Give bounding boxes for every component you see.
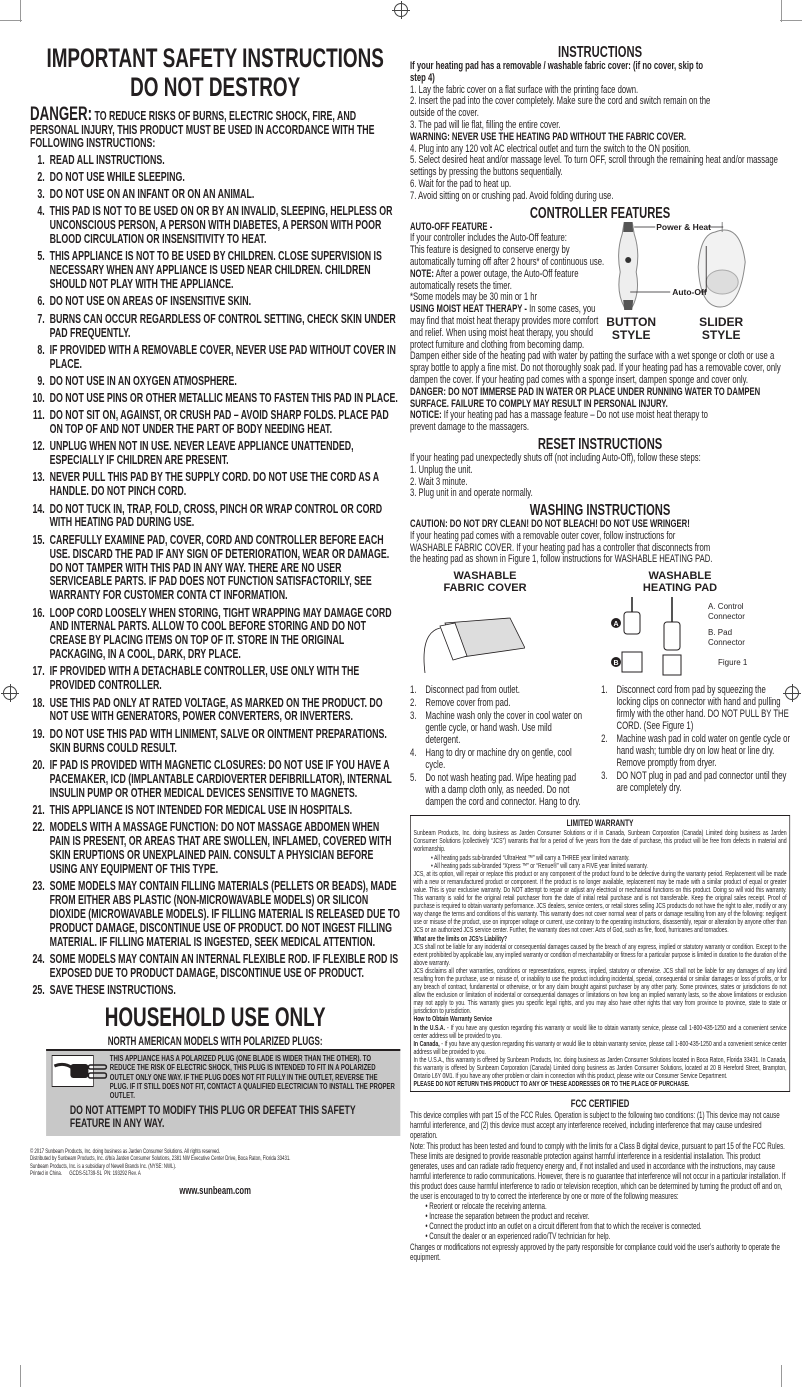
fig-a-label: A. Control Connector: [708, 602, 745, 621]
item-text: DO NOT SIT ON, AGAINST, OR CRUSH PAD – AVOID SHARP FOLDS. PLACE PAD ON TOP OF AND NOT UNDER THE PART OF BODY NEEDING HEAT.: [49, 408, 389, 437]
polarized-plug-icon: [52, 1055, 94, 1087]
registration-mark-icon: [3, 686, 17, 700]
notice-label: NOTICE:: [410, 409, 442, 422]
wash-step: [410, 697, 588, 709]
warranty-bullet: • All heating pads sub-branded “Xpress ™” or “Renue®” will carry a FIVE year limited warranty.: [431, 860, 648, 870]
step: 6. Wait for the pad to heat up.: [410, 177, 512, 190]
safety-item: [30, 344, 400, 372]
item-number: 24.: [32, 951, 45, 966]
warranty-paragraph: JCS, at its option, will repair or replace this product or any component of the product found to be defective during the warranty period. Replacement will be made with a new or remanufactured product or component. If the product is no longer available, replacement may be made with a similar product of equal or greater value. This is your exclusive warranty. Do NOT attempt to repair or adjust any electrical or mechanical functions on this product. Doing so will void this warranty. This warranty is valid for the original retail purchaser from the date of initial retail purchase and is not transferable. Keep the original sales receipt. Proof of purchase is required to obtain warranty performance. JCS dealers, service centers, or retail stores selling JCS products do not have the right to alter, modify or any way change the terms and conditions of this warranty. This warranty does not cover normal wear of parts or damage resulting from any of the following: negligent use or misuse of the product, use on improper voltage or current, use contrary to the operating instructions, disassembly, repair or alteration by anyone other than JCS or an authorized JCS service center. Further, the warranty does not cover: Acts of God, such as fire, flood, hurricanes and tornadoes.: [413, 868, 787, 935]
wash-step: [410, 747, 588, 771]
legal-line: Printed in China. GCDS-51739-SL PN: 193292 Rev. A: [30, 1170, 141, 1177]
instructions-section: [410, 44, 790, 203]
washing-intro: If your heating pad comes with a removable outer cover, follow instructions for WASHABLE FABRIC COVER. If your heating pad has a controller that disconnects from the heating pad as shown in Figure 1, follow instructions for WASHABLE HEATING PAD.: [410, 529, 713, 566]
step-text: Remove cover from pad.: [425, 697, 511, 710]
crop-mark: [781, 0, 782, 22]
item-text: SOME MODELS MAY CONTAIN FILLING MATERIALS (PELLETS OR BEADS), MADE FROM EITHER ABS PLASTIC (NON-MICROWAVABLE MODELS) OR SILICON DIOXIDE (MICROWAVABLE MODELS). IF FILLING MATERIAL IS RELEASED DUE TO PRODUCT DAMAGE, DISCONTINUE USE OF PRODUCT. DO NOT INGEST FILLING MATERIAL. IF FILLING MATERIAL IS INGESTED, SEEK MEDICAL ATTENTION.: [49, 878, 400, 949]
safety-item: [30, 984, 400, 998]
item-text: DO NOT USE ON AREAS OF INSENSITIVE SKIN.: [49, 294, 252, 309]
item-text: NEVER PULL THIS PAD BY THE SUPPLY CORD. DO NOT USE THE CORD AS A HANDLE. DO NOT PINCH CORD.: [49, 470, 379, 499]
safety-item: [30, 205, 400, 247]
step-text: Machine wash only the cover in cool water on gentle cycle, or hand wash. Use mild detergent.: [425, 710, 583, 747]
step-text: Do not wash heating pad. Wipe heating pad with a damp cloth only, as needed. Do not dampen the cord and connector. Hang to dry.: [425, 772, 581, 809]
step-text: Disconnect cord from pad by squeezing the locking clips on connector with hand and pulling firmly with the other hand. DO NOT PULL BY THE CORD. (See Figure 1): [616, 684, 789, 733]
crop-mark: [20, 0, 21, 22]
step-number: 5.: [410, 772, 417, 785]
crop-mark: [781, 1365, 782, 1387]
item-number: 9.: [37, 373, 45, 388]
legal-footer: [30, 1148, 400, 1178]
warning-label: WARNING:: [410, 130, 450, 143]
wash-steps-row: [410, 684, 790, 809]
item-number: 17.: [32, 664, 45, 679]
step: 3. The pad will lie flat, filling the entire cover.: [410, 118, 561, 131]
plug-warning: DO NOT ATTEMPT TO MODIFY THIS PLUG OR DEFEAT THIS SAFETY FEATURE IN ANY WAY.: [69, 1102, 356, 1131]
item-number: 1.: [37, 152, 45, 167]
safety-item: [30, 171, 400, 185]
caution-label: CAUTION:: [410, 518, 448, 531]
safety-item: [30, 250, 400, 292]
usa-text: - If you have any question regarding this warranty or would like to obtain warranty service, please call 1-800-435-1250 and a convenient service center address will be provided to you.: [413, 1022, 787, 1040]
instructions-subtitle: If your heating pad has a removable / washable fabric cover: (if no cover, skip to step 4): [410, 60, 704, 84]
limited-warranty-box: [410, 815, 790, 1092]
safety-item: [30, 295, 400, 309]
item-number: 14.: [32, 501, 45, 516]
fcc-bullet: • Increase the separation between the product and receiver.: [425, 1211, 590, 1222]
item-number: 22.: [32, 819, 45, 834]
item-number: 19.: [32, 726, 45, 741]
pad-wash-steps: [601, 684, 790, 809]
item-text: IF PAD IS PROVIDED WITH MAGNETIC CLOSURES: DO NOT USE IF YOU HAVE A PACEMAKER, ICD (IMPLANTABLE CARDIOVERTER DEFIBRILLATOR), INTERNAL INSULIN PUMP OR OTHER MEDICAL DEVICES SENSITIVE TO MAGNETS.: [49, 757, 392, 800]
safety-item: [30, 697, 400, 725]
item-number: 11.: [32, 408, 45, 423]
safety-item: [30, 804, 400, 818]
item-text: THIS PAD IS NOT TO BE USED ON OR BY AN INVALID, SLEEPING, HELPLESS OR UNCONSCIOUS PERSON, A PERSON WITH DIABETES, A PERSON WITH POOR BLOOD CIRCULATION OR INSENSITIVITY TO HEAT.: [49, 204, 393, 247]
item-number: 23.: [32, 878, 45, 893]
title-line: IMPORTANT SAFETY INSTRUCTIONS: [46, 43, 384, 73]
wash-step: [410, 772, 588, 808]
step: 2. Insert the pad into the cover completely. Make sure the cord and switch remain on the outside of the cover.: [410, 95, 711, 120]
safety-item: [30, 392, 400, 406]
safety-item: [30, 728, 400, 756]
wash-step: [601, 684, 790, 732]
warranty-paragraph: JCS disclaims all other warranties, conditions or representations, express, implied, statutory or otherwise. JCS shall not be liable for any damages of any kind resulting from the purchase, use or misuse of, or inability to use the product including incidental, special, consequential or similar damages or loss of profits, or for any breach of contract, fundamental or otherwise, or for any claim brought against purchaser by any other party. Some provinces, states or jurisdictions do not allow the exclusion or limitation of incidental or consequential damages or limitations on how long an implied warranty lasts, so the above limitations or exclusion may not apply to you. This warranty gives you specific legal rights, and you may also have other rights that vary from province to province, state to state or jurisdiction to jurisdiction.: [413, 965, 787, 1016]
safety-item: [30, 313, 400, 341]
item-text: SOME MODELS MAY CONTAIN AN INTERNAL FLEXIBLE ROD. IF FLEXIBLE ROD IS EXPOSED DUE TO PRODUCT DAMAGE, DISCONTINUE USE OF PRODUCT.: [49, 951, 399, 980]
step-number: 3.: [410, 710, 417, 723]
safety-item: [30, 534, 400, 604]
item-text: MODELS WITH A MASSAGE FUNCTION: DO NOT MASSAGE ABDOMEN WHEN PAIN IS PRESENT, OR AREAS THAT ARE SWOLLEN, INFLAMED, COVERED WITH SKIN ERUPTIONS OR UNEXPLAINED PAIN. CONSULT A PHYSICIAN BEFORE USING ANY EQUIPMENT OF THIS TYPE.: [49, 819, 392, 876]
fcc-bullet: • Consult the dealer or an experienced radio/TV technician for help.: [425, 1231, 611, 1242]
warranty-paragraph: In the U.S.A., this warranty is offered by Sunbeam Products, Inc. doing business as Jarden Consumer Solutions located in Boca Raton, Florida 33431. In Canada, this warranty is offered by Sunbeam Corporation (Canada) Limited doing business as Jarden Consumer Solutions, located at 20 B Hereford Street, Brampton, Ontario L6Y 0M1. If you have any other problem or claim in connection with this product, please write our Consumer Service Department.: [413, 1054, 787, 1081]
autooff-text: This feature is designed to conserve energy by automatically turning off after 2 hours* of continuous use.: [410, 244, 605, 268]
moist-text: In some cases, you may find that moist heat therapy provides more comfort and relief. When using moist heat therapy, you should protect furniture and clothing from becoming damp. Dampen either side of the heating pad with water by patting the surface with a wet sponge or cloth or use a spray bottle to apply a fine mist. Do not thoroughly soak pad. If your heating pad has a removable cover, only dampen the cover. If your heating pad comes with a sponge insert, dampen sponge and cover only.: [410, 303, 781, 386]
item-text: THIS APPLIANCE IS NOT INTENDED FOR MEDICAL USE IN HOSPITALS.: [49, 802, 353, 817]
canada-label: In Canada,: [413, 1038, 440, 1048]
item-text: LOOP CORD LOOSELY WHEN STORING, TIGHT WRAPPING MAY DAMAGE CORD AND INTERNAL PARTS. ALLOW TO COOL BEFORE STORING AND DO NOT CREASE BY PLACING ITEMS ON TOP OF IT. STORE IN THE ORIGINAL PACKAGING, IN A COOL, DARK, DRY PLACE.: [49, 605, 392, 662]
controller-section: [410, 205, 790, 434]
plug-heading: NORTH AMERICAN MODELS WITH POLARIZED PLUGS:: [107, 1035, 323, 1048]
step: 4. Plug into any 120 volt AC electrical outlet and turn the switch to the ON position.: [410, 142, 691, 155]
item-number: 5.: [37, 249, 45, 264]
item-text: READ ALL INSTRUCTIONS.: [49, 152, 165, 167]
crop-mark: [0, 20, 22, 21]
item-number: 3.: [37, 187, 45, 202]
item-number: 2.: [37, 169, 45, 184]
item-text: DO NOT USE THIS PAD WITH LINIMENT, SALVE OR OINTMENT PREPARATIONS. SKIN BURNS COULD RESULT.: [49, 726, 387, 755]
website-link[interactable]: www.sunbeam.com: [179, 1185, 251, 1198]
item-text: DO NOT USE PINS OR OTHER METALLIC MEANS TO FASTEN THIS PAD IN PLACE.: [49, 391, 398, 406]
fcc-paragraph: Changes or modifications not expressly approved by the party responsible for compliance could void the user’s authority to operate the equipment.: [410, 1241, 780, 1262]
item-number: 20.: [32, 757, 45, 772]
item-text: DO NOT USE WHILE SLEEPING.: [49, 169, 185, 184]
danger-text: TO REDUCE RISKS OF BURNS, ELECTRIC SHOCK, FIRE, AND PERSONAL INJURY, THIS PRODUCT MUST BE USED IN ACCORDANCE WITH THE FOLLOWING INSTRUCTIONS:: [30, 109, 375, 151]
step-number: 1.: [601, 684, 608, 697]
fcc-bullet: • Reorient or relocate the receiving antenna.: [425, 1201, 547, 1212]
fig-b-label: B. Pad Connector: [708, 628, 745, 647]
item-text: DO NOT TUCK IN, TRAP, FOLD, CROSS, PINCH OR WRAP CONTROL OR CORD WITH HEATING PAD DURING USE.: [49, 501, 383, 530]
canada-text: - If you have any question regarding this warranty or would like to obtain warranty service, please call 1-800-435-1250 and a convenient service center address will be provided to you.: [413, 1038, 787, 1056]
moist-label: USING MOIST HEAT THERAPY -: [410, 303, 527, 316]
fig-pad-title: WASHABLE HEATING PAD: [642, 570, 718, 595]
footnote: *Some models may be 30 min or 1 hr: [410, 291, 538, 304]
item-text: DO NOT USE IN AN OXYGEN ATMOSPHERE.: [49, 373, 237, 388]
slider-style-label: SLIDER STYLE: [699, 314, 744, 342]
left-column: [30, 44, 400, 1197]
step: 5. Select desired heat and/or massage level. To turn OFF, scroll through the remaining heat and/or massage settings by pressing the buttons sequentially.: [410, 154, 778, 179]
step-text: DO NOT plug in pad and pad connector until they are completely dry.: [616, 770, 787, 795]
safety-item: [30, 607, 400, 663]
safety-item: [30, 440, 400, 468]
legal-line: Distributed by Sunbeam Products, Inc. d/b/a Jarden Consumer Solutions, 2381 NW Executive Center Drive, Boca Raton, Florida 33431.: [30, 1155, 291, 1163]
item-number: 18.: [32, 695, 45, 710]
washing-section: [410, 502, 790, 566]
safety-item: [30, 821, 400, 877]
legal-line: Sunbeam Products, Inc. is a subsidiary of Newell Brands Inc. (NYSE: NWL).: [30, 1162, 177, 1170]
fcc-paragraph: This device complies with part 15 of the FCC Rules. Operation is subject to the following two conditions: (1) This device may not cause harmful interference, and (2) this device must accept any interference received, including interference that may cause undesired operation.: [410, 1110, 780, 1141]
fcc-bullet: • Connect the product into an outlet on a circuit different from that to which the receiver is connected.: [425, 1221, 702, 1232]
reset-step: 3. Plug unit in and operate normally.: [410, 487, 533, 500]
step-number: 2.: [601, 733, 608, 746]
step-text: Disconnect pad from outlet.: [425, 684, 520, 697]
button-style-label: BUTTON STYLE: [606, 314, 657, 342]
item-number: 16.: [32, 605, 45, 620]
fabric-cover-icon: [415, 598, 525, 673]
right-column: [410, 44, 790, 1262]
step: 1. Lay the fabric cover on a flat surface with the printing face down.: [410, 83, 639, 96]
item-number: 25.: [32, 982, 45, 997]
connector-icon: [610, 597, 700, 679]
warranty-heading: How to Obtain Warranty Service: [413, 1014, 493, 1024]
item-text: THIS APPLIANCE IS NOT TO BE USED BY CHILDREN. CLOSE SUPERVISION IS NECESSARY WHEN ANY APPLIANCE IS USED NEAR CHILDREN. CHILDREN SHOULD NOT PLAY WITH THE APPLIANCE.: [49, 249, 382, 292]
plug-box: [46, 1049, 400, 1136]
controller-title: CONTROLLER FEATURES: [529, 204, 671, 222]
autooff-label: AUTO-OFF FEATURE -: [410, 220, 493, 233]
title-line: DO NOT DESTROY: [130, 72, 301, 102]
reset-step: 2. Wait 3 minute.: [410, 475, 468, 488]
item-number: 12.: [32, 439, 45, 454]
warranty-bullet: • All heating pads sub-branded “UltraHeat ™” will carry a THREE year limited warranty.: [431, 852, 630, 862]
item-number: 7.: [37, 311, 45, 326]
washing-figures: [410, 570, 790, 682]
item-number: 10.: [32, 391, 45, 406]
item-number: 13.: [32, 470, 45, 485]
item-text: IF PROVIDED WITH A REMOVABLE COVER, NEVER USE PAD WITHOUT COVER IN PLACE.: [49, 342, 396, 371]
notice-text: If your heating pad has a massage feature – Do not use moist heat therapy to prevent damage to the massagers.: [410, 409, 708, 434]
item-text: UNPLUG WHEN NOT IN USE. NEVER LEAVE APPLIANCE UNATTENDED, ESPECIALLY IF CHILDREN ARE PRESENT.: [49, 439, 354, 468]
reset-section: [410, 436, 790, 500]
fcc-paragraph: Note: This product has been tested and found to comply with the limits for a Class B digital device, pursuant to part 15 of the FCC Rules. These limits are designed to provide reasonable protection against harmful interference in a residential installation. This product generates, uses and can radiate radio frequency energy and, if not installed and used in accordance with the instructions, may cause harmful interference to radio communications. However, there is no guarantee that interference will not occur in a particular installation. If this product does cause harmful interference to radio or television reception, which can be determined by turning the product off and on, the user is encouraged to try to correct the interference by one or more of the following measures:: [410, 1140, 786, 1202]
warning-text: NEVER USE THE HEATING PAD WITHOUT THE FABRIC COVER.: [449, 130, 687, 143]
fcc-title: FCC CERTIFIED: [570, 1098, 630, 1111]
safety-item: [30, 953, 400, 981]
item-text: USE THIS PAD ONLY AT RATED VOLTAGE, AS MARKED ON THE PRODUCT. DO NOT USE WITH GENERATORS, POWER CONVERTERS, OR INVERTERS.: [49, 695, 383, 724]
marker-b: B: [613, 660, 619, 668]
wash-step: [601, 770, 790, 794]
step-text: Machine wash pad in cold water on gentle cycle or hand wash; tumble dry on low heat or line dry. Remove promptly from dryer.: [616, 733, 791, 770]
step-number: 1.: [410, 684, 417, 697]
warranty-title: LIMITED WARRANTY: [566, 818, 634, 830]
step-number: 2.: [410, 697, 417, 710]
household-use-only: HOUSEHOLD USE ONLY: [104, 1001, 326, 1032]
item-number: 15.: [32, 532, 45, 547]
danger-statement: [30, 104, 400, 151]
item-number: 21.: [32, 802, 45, 817]
reset-step: 1. Unplug the unit.: [410, 463, 473, 476]
danger-label: DANGER:: [30, 104, 93, 125]
item-text: DO NOT USE ON AN INFANT OR ON AN ANIMAL.: [49, 187, 255, 202]
reset-title: RESET INSTRUCTIONS: [537, 435, 663, 453]
plug-text: THIS APPLIANCE HAS A POLARIZED PLUG (ONE BLADE IS WIDER THAN THE OTHER). TO REDUCE THE RISK OF ELECTRIC SHOCK, THIS PLUG IS INTENDED TO FIT IN A POLARIZED OUTLET ONLY ONE WAY. IF THE PLUG DOES NOT FIT FULLY IN THE OUTLET, REVERSE THE PLUG. IF IT STILL DOES NOT FIT, CONTACT A QUALIFIED ELECTRICIAN TO INSTALL THE PROPER OUTLET.: [109, 1052, 395, 1101]
safety-item: [30, 503, 400, 531]
warranty-paragraph: JCS shall not be liable for any incidental or consequential damages caused by the breach of any express, implied or statutory warranty or condition. Except to the extent prohibited by applicable law, any implied warranty or condition of merchantability or fitness for a particular purpose is limited in duration to the duration of the above warranty.: [413, 941, 787, 967]
instructions-title: INSTRUCTIONS: [558, 44, 643, 61]
caution-text: DO NOT DRY CLEAN! DO NOT BLEACH! DO NOT USE WRINGER!: [447, 518, 690, 531]
safety-item: [30, 665, 400, 693]
step-number: 3.: [601, 770, 608, 783]
note-label: NOTE:: [410, 267, 434, 280]
crop-mark: [780, 20, 802, 21]
step: 7. Avoid sitting on or crushing pad. Avoid folding during use.: [410, 189, 614, 202]
wash-step: [410, 710, 588, 746]
callout-power-heat: Power & Heat: [656, 221, 711, 232]
safety-item: [30, 471, 400, 499]
registration-mark-icon: [394, 3, 408, 17]
callout-auto-off: Auto-Off: [672, 286, 707, 297]
wash-step: [410, 684, 588, 696]
item-text: BURNS CAN OCCUR REGARDLESS OF CONTROL SETTING, CHECK SKIN UNDER PAD FREQUENTLY.: [49, 311, 396, 340]
fig-cover-title: WASHABLE FABRIC COVER: [443, 570, 527, 595]
safety-item: [30, 880, 400, 950]
usa-label: In the U.S.A.: [413, 1022, 446, 1032]
safety-title: [30, 44, 400, 102]
item-text: IF PROVIDED WITH A DETACHABLE CONTROLLER, USE ONLY WITH THE PROVIDED CONTROLLER.: [49, 664, 360, 693]
item-text: CAREFULLY EXAMINE PAD, COVER, CORD AND CONTROLLER BEFORE EACH USE. DISCARD THE PAD IF ANY SIGN OF DETERIORATION, WEAR OR DAMAGE. DO NOT TAMPER WITH THIS PAD IN ANY WAY. THERE ARE NO USER SERVICEABLE PARTS. IF PAD DOES NOT FUNCTION SATISFACTORILY, SEE WARRANTY FOR CUSTOMER CONTA CT INFORMATION.: [49, 532, 390, 603]
safety-item: [30, 154, 400, 168]
controllers-icon: [610, 222, 790, 312]
safety-item: [30, 188, 400, 202]
warranty-heading: What are the limits on JCS’s Liability?: [413, 933, 508, 943]
safety-list: [30, 154, 400, 998]
note-text: After a power outage, the Auto-Off feature automatically resets the timer.: [410, 267, 579, 292]
crop-mark: [20, 1365, 21, 1387]
danger-label: DANGER:: [410, 385, 446, 398]
step-number: 4.: [410, 747, 417, 760]
reset-intro: If your heating pad unexpectedly shuts off (not including Auto-Off), follow these steps:: [410, 451, 701, 464]
safety-item: [30, 759, 400, 801]
warranty-paragraph: Sunbeam Products, Inc. doing business as Jarden Consumer Solutions or if in Canada, Sunbeam Corporation (Canada) Limited doing business as Jarden Consumer Solutions (collectively “JCS”) warrants that for a period of five years from the date of purchase, this product will be free from defects in material and workmanship.: [413, 828, 787, 854]
item-text: SAVE THESE INSTRUCTIONS.: [49, 982, 176, 997]
figure-1-label: Figure 1: [718, 658, 748, 668]
washing-title: WASHING INSTRUCTIONS: [529, 502, 671, 520]
fcc-section: [410, 1098, 790, 1261]
item-number: 6.: [37, 294, 45, 309]
step-text: Hang to dry or machine dry on gentle, cool cycle.: [425, 747, 572, 772]
safety-item: [30, 409, 400, 437]
legal-line: © 2017 Sunbeam Products, Inc. doing business as Jarden Consumer Solutions. All rights reserved.: [30, 1147, 221, 1155]
danger-text: DO NOT IMMERSE PAD IN WATER OR PLACE UNDER RUNNING WATER TO DAMPEN SURFACE. FAILURE TO COMPLY MAY RESULT IN PERSONAL INJURY.: [410, 385, 761, 410]
wash-step: [601, 733, 790, 769]
controller-illustration: [606, 221, 790, 350]
safety-item: [30, 375, 400, 389]
item-number: 8.: [37, 342, 45, 357]
marker-a: A: [613, 621, 619, 629]
cover-wash-steps: [410, 684, 588, 809]
item-number: 4.: [37, 204, 45, 219]
autooff-text: If your controller includes the Auto-Off feature:: [410, 232, 567, 245]
warranty-final: PLEASE DO NOT RETURN THIS PRODUCT TO ANY OF THESE ADDRESSES OR TO THE PLACE OF PURCHASE.: [413, 1079, 690, 1089]
